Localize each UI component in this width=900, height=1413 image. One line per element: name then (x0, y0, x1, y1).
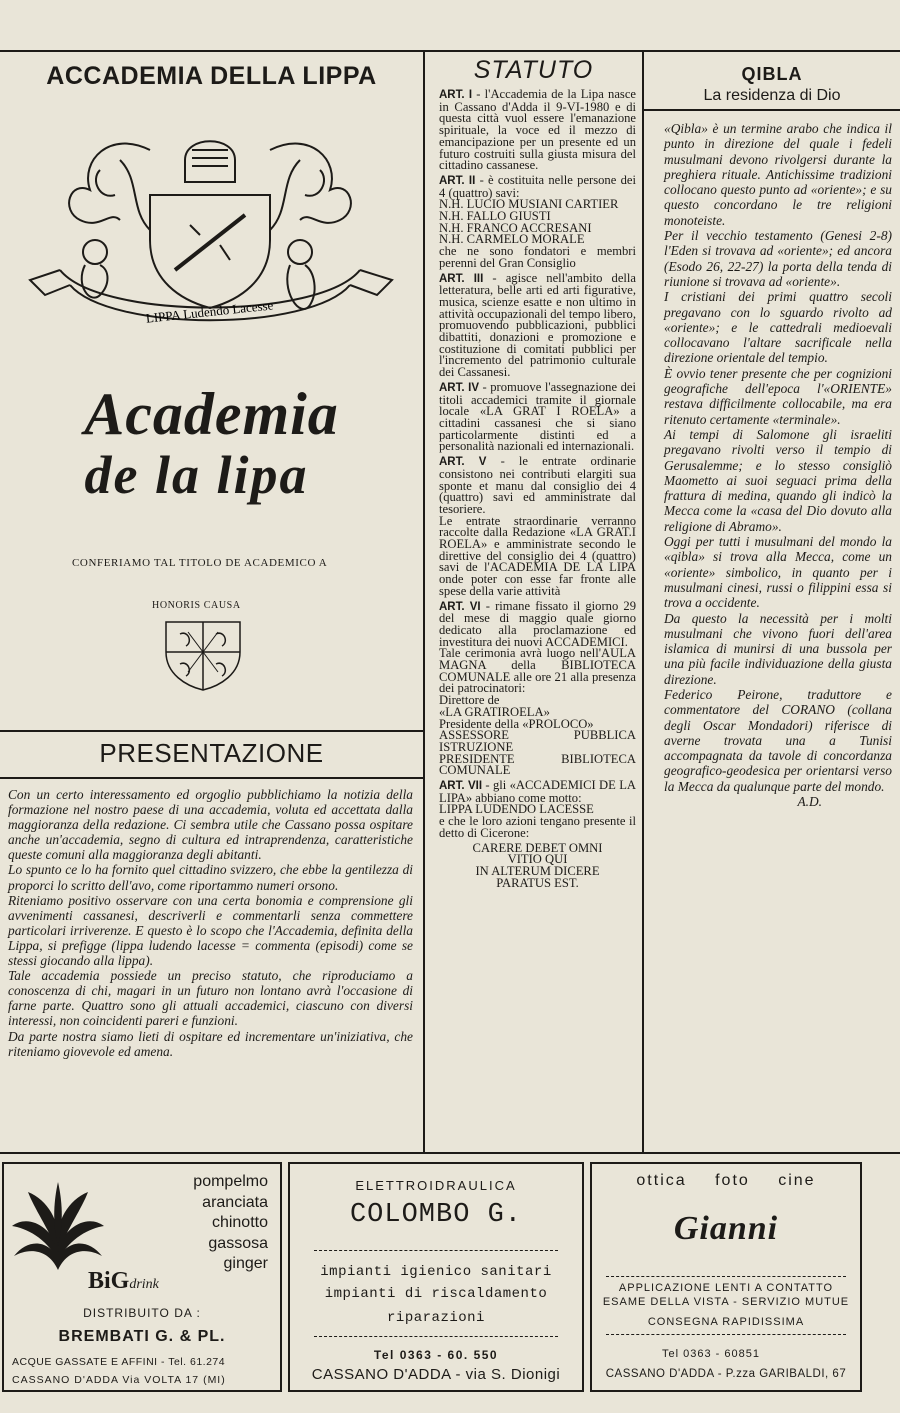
qibla-signature: A.D. (797, 794, 822, 810)
qibla-paragraph: Da questo la necessità per i molti musulmani che vivono fuori dell'area islamica di munirsi di una bussola per una più facile individuazione della giusta direzione. (664, 610, 892, 687)
flavor-list (193, 1172, 268, 1275)
distributed-by: DISTRIBUITO DA : (83, 1306, 201, 1320)
service-line: ESAME DELLA VISTA - SERVIZIO MUTUE (602, 1296, 850, 1308)
qibla-paragraph: Ai tempi di Salomone gli israeliti pregavano rivolti verso il tempio di Gerusalemme; e lo stesso consigliò Maometto ai suoi seguaci prima della frattura di medina, quando gli indicò la Mecca come la «casa del Dio dovuto alla religione di Abramo». (664, 426, 892, 534)
article-5 (439, 456, 636, 597)
flavor-item: ginger (223, 1255, 268, 1272)
accademia-section (0, 50, 425, 732)
article-3 (439, 270, 636, 380)
dashed-divider (314, 1250, 558, 1251)
academia-script-title (0, 382, 423, 504)
article-text: - è costituita nelle persone dei 4 (quattro) savi: (439, 172, 636, 200)
article-text-after: e che le loro azioni tengano presente il detto di Cicerone: (439, 814, 636, 840)
article-text: - rimane fissato il giorno 29 del mese di maggio quale giorno dedicato alla proclamazione ed investitura dei nuovi ACCADEMICI. (439, 598, 636, 649)
statuto-section (425, 50, 644, 1154)
cicero-quote (439, 840, 636, 890)
academia-script-line2: de la lipa (84, 445, 309, 505)
article-text: - promuove l'assegnazione dei titoli accademici tramite il giornale locale «LA GRAT I ROELA» a cittadini cassanesi che si siano particolarmente distinti ed a personalità nazionali ed internazionali. (439, 379, 636, 454)
shop-name: Gianni (673, 1210, 779, 1247)
business-phone: Tel 0363 - 60. 550 (373, 1348, 499, 1362)
flavor-item: aranciata (202, 1193, 268, 1211)
shop-header: ottica foto cine (636, 1172, 816, 1189)
article-text-after: Le entrate straordinarie verranno raccolte dalla Redazione «LA GRAT.I ROELA» e amministrate secondo le direttive del consiglio dei 4 (quattro) savi de l'ACADEMIA DE LA LIPA onde poter con esse far fronte alle spese della varie attività (439, 513, 636, 598)
ad-gianni (590, 1162, 862, 1392)
patron: PRESIDENTE BIBLIOTECA COMUNALE (439, 751, 636, 778)
patron: «LA GRATIROELA» (439, 704, 550, 719)
qibla-section (642, 50, 900, 1154)
article-1 (439, 89, 636, 172)
presentation-section (0, 732, 425, 1154)
qibla-paragraph: Per il vecchio testamento (Genesi 2-8) l'Eden si trovava ad «oriente»; ed ancora (Esodo 26, 22-27) la porta della tenda di riunione si trovava ad «oriente». (664, 228, 892, 289)
article-6 (439, 598, 636, 778)
article-text: - le entrate ordinarie consistono nei contributi elargiti sua sponte et manu dal consiglio dei 4 (quattro) savi ed amministrate dal tesoriere. (439, 454, 636, 516)
business-name: COLOMBO G. (349, 1200, 523, 1230)
article-label: ART. III (439, 272, 484, 285)
quote-line: CARERE DEBET OMNI (472, 840, 603, 855)
article-label: ART. VI (439, 600, 481, 613)
quote-line: PARATUS EST. (496, 875, 579, 890)
presentation-paragraph: Lo spunto ce lo ha fornito quel cittadino svizzero, che ebbe la gentilezza di proporci lo scritto dell'avo, come riportammo numeri orsono. (8, 862, 413, 893)
motto-line: LIPPA LUDENDO LACESSE (439, 802, 594, 817)
company-address: CASSANO D'ADDA Via VOLTA 17 (MI) (12, 1374, 226, 1386)
presentation-paragraph: Da parte nostra siamo lieti di ospitare ed incrementare un'iniziativa, che riteniamo giovevole ed amena. (8, 1028, 413, 1059)
ad-bigdrink (2, 1162, 282, 1392)
article-4 (439, 379, 636, 454)
member-name: N.H. FRANCO ACCRESANI (439, 220, 592, 235)
shop-address: CASSANO D'ADDA - P.zza GARIBALDI, 67 (605, 1368, 847, 1380)
article-text: - agisce nell'ambito della letteratura, belle arti ed arti figurative, musica, scienze esatte e non ultimo in attività occupazionali del tempo libero, promuovendo pubblicazioni, pubblici dibattiti, donazioni e promozione e costituzione di comitati pubblici per l'incremento del patrimonio culturale dei Cassanesi. (439, 270, 636, 380)
article-text: - l'Accademia de la Lipa nasce in Cassano d'Adda il 9-VI-1980 e di questa città vuol essere l'emanazione spirituale, la voce ed il mezzo di emancipazione per un presente ed un futuro costruiti sulla giusta misura del cittadino cassanese. (439, 87, 636, 173)
brand-name: BiG (88, 1268, 130, 1294)
qibla-paragraph: È ovvio tener presente che per cognizioni geografiche dell'epoca l'«ORIENTE» restava difficilmente collocabile, ma era ritenuto certamente «terminale». (664, 365, 892, 427)
service-item: impianti igienico sanitari (320, 1264, 552, 1280)
accademia-title: ACCADEMIA DELLA LIPPA (46, 62, 377, 90)
honoris-causa: HONORIS CAUSA (152, 600, 241, 611)
qibla-subtitle: La residenza di Dio (703, 87, 841, 104)
member-name: N.H. LUCIO MUSIANI CARTIER (439, 197, 619, 212)
flavor-item: pompelmo (193, 1173, 268, 1190)
crest-motto: LIPPA Ludendo Lacesse (145, 297, 274, 326)
seal-icon (158, 612, 248, 692)
article-label: ART. I (439, 89, 473, 101)
statuto-title: STATUTO (473, 56, 594, 84)
service-line: APPLICAZIONE LENTI A CONTATTO (618, 1282, 834, 1294)
patron: Presidente della «PROLOCO» (439, 716, 594, 731)
article-text: - gli «ACCADEMICI DE LA LIPA» abbiano come motto: (439, 778, 636, 805)
academia-script-line1: Academia (84, 381, 339, 447)
article-label: ART. IV (439, 381, 479, 394)
qibla-title: QIBLA (741, 64, 803, 84)
presentation-text (0, 779, 423, 1059)
flavor-item: gassosa (208, 1234, 268, 1252)
shop-phone: Tel 0363 - 60851 (662, 1348, 760, 1360)
patron: ASSESSORE PUBBLICA ISTRUZIONE (439, 728, 636, 754)
flavor-item: chinotto (211, 1214, 268, 1231)
presentation-title: PRESENTAZIONE (0, 732, 423, 779)
business-address: CASSANO D'ADDA - via S. Dionigi (311, 1366, 561, 1383)
article-label: ART. VII (439, 780, 483, 793)
service-item: riparazioni (387, 1310, 485, 1326)
presentation-paragraph: Tale accademia possiede un preciso statuto, che riproduciamo a conoscenza di chi, magari in un futuro non lontano avrà l'occasione di farne parte. Quattro sono gli attuali accademici, ciascuno con diversi interessi, non coincidenti pareri e funzioni. (8, 968, 413, 1029)
article-label: ART. V (439, 456, 487, 469)
presentation-paragraph: Riteniamo positivo osservare con una certa bonomia e comprensione gli avvenimenti cassanesi, descriverli e commentarli senza commettere particolari irriverenze. E questo è lo scopo che l'Accademia, definita della Lippa, si prefigge (lippa ludendo lacesse = commenta (episodi) come se stessi giocando alla lippa). (8, 892, 413, 969)
brand-suffix: drink (129, 1277, 159, 1292)
dashed-divider (606, 1334, 846, 1335)
qibla-paragraph: «Qibla» è un termine arabo che indica il punto in direzione del quale i fedeli musulmani devono rivolgersi durante la preghiera rituale. Antichissime tradizioni collocano questo punto ad «oriente»; e su questo concordano le tre religioni monoteiste. (664, 121, 892, 228)
bigdrink-brand (88, 1268, 159, 1295)
ad-colombo (288, 1162, 584, 1392)
quote-line: VITIO QUI (507, 852, 568, 867)
business-category: ELETTROIDRAULICA (355, 1178, 517, 1193)
article-7 (439, 780, 636, 840)
qibla-header (644, 52, 900, 111)
dashed-divider (606, 1276, 846, 1277)
article-text-after: Tale cerimonia avrà luogo nell'AULA MAGNA della BIBLIOTECA COMUNALE alle ore 21 alla presenza dei patrocinatori: (439, 646, 636, 696)
company-name: BREMBATI G. & PL. (58, 1328, 226, 1345)
quote-line: IN ALTERUM DICERE (475, 864, 600, 878)
article-text-after: che ne sono fondatori e membri perenni del Gran Consiglio (439, 244, 636, 270)
dashed-divider (314, 1336, 558, 1337)
member-name: N.H. CARMELO MORALE (439, 232, 585, 247)
qibla-paragraph: I cristiani dei primi quattro secoli pregavano con lo sguardo rivolto ad «oriente»; e le cattedrali medioevali collocavano l'altare sacrificale nella direzione orientale del tempio. (664, 289, 892, 366)
member-name: N.H. FALLO GIUSTI (439, 209, 551, 224)
service-line: CONSEGNA RAPIDISSIMA (647, 1316, 805, 1328)
statuto-text (425, 85, 642, 889)
service-item: impianti di riscaldamento (324, 1286, 548, 1302)
products-phone: ACQUE GASSATE E AFFINI - Tel. 61.274 (12, 1356, 226, 1368)
conferral-text: CONFERIAMO TAL TITOLO DE ACADEMICO A (72, 557, 328, 569)
qibla-paragraph: Federico Peirone, traduttore e commentatore del CORANO (collana degli Oscar Mondadori) riferisce di averne trovata una a Tunisi accompagnata da tavole di concordanza geografico-geodesica per orientarsi verso la Mecca da qualunque parte del mondo. (664, 686, 892, 794)
presentation-paragraph: Con un certo interessamento ed orgoglio pubblichiamo la notizia della formazione nel nostro paese di una accademia, voluta ed accettata dalla maggioranza della redazione. Ci sembra utile che Cassano possa ospitare anche un'accademia, segno di cultura ed intraprendenza, caratteristiche queste comuni alla maggioranza degli abitanti. (8, 787, 413, 863)
article-2 (439, 172, 636, 270)
article-label: ART. II (439, 174, 476, 187)
patron: Direttore de (439, 693, 500, 708)
qibla-text (644, 111, 900, 809)
crest-illustration (0, 120, 421, 340)
qibla-paragraph: Oggi per tutti i musulmani del mondo la «qibla» si trova alla Mecca, come un «oriente» simbolico, in quanto per i musulmani cinesi, russi o filippini essa si trova a occidente. (664, 534, 892, 611)
leaf-logo-icon (8, 1178, 108, 1278)
